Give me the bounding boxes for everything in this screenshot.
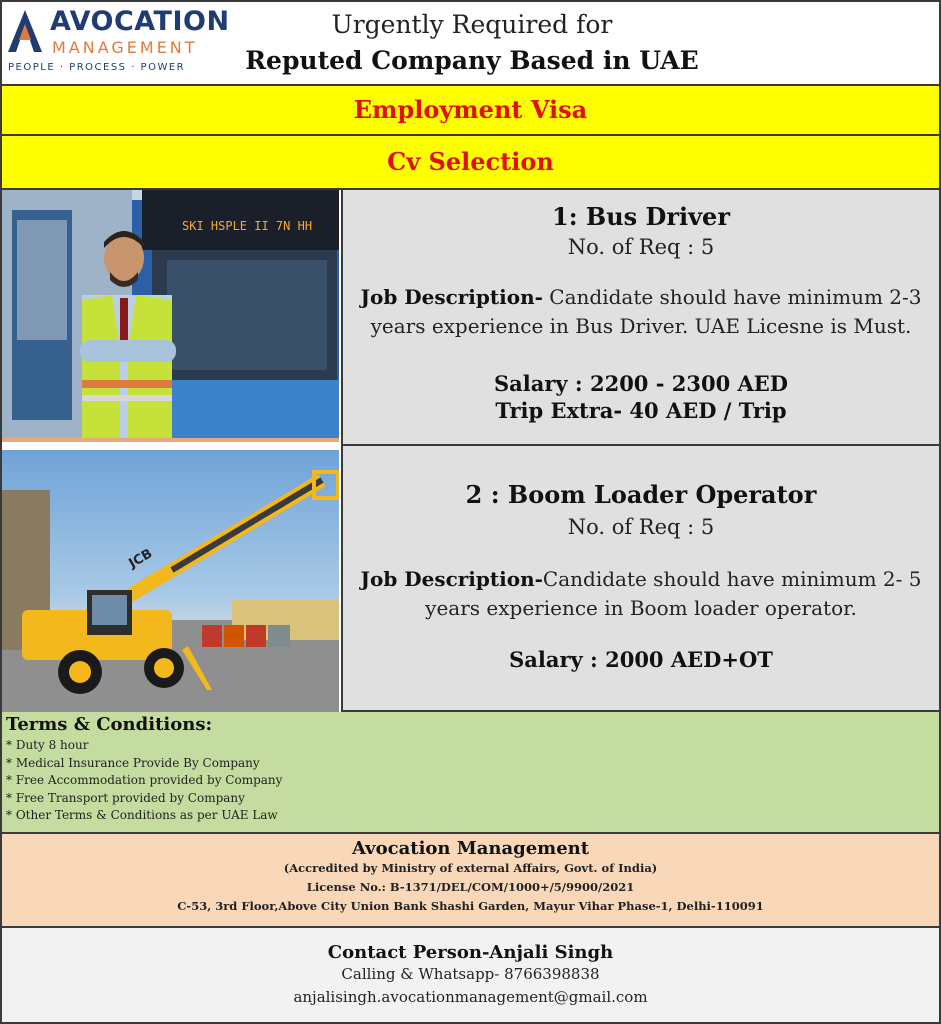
company-logo: [6, 6, 230, 76]
boom-loader-photo: [2, 450, 339, 712]
selection-band: Cv Selection: [2, 136, 939, 190]
bus-driver-photo: [2, 190, 339, 442]
logo-tagline: PEOPLE · PROCESS · POWER: [8, 62, 186, 73]
header: [2, 2, 939, 86]
terms-item: * Other Terms & Conditions as per UAE Law: [6, 807, 935, 825]
terms-item: * Free Accommodation provided by Company: [6, 772, 935, 790]
contact-person: Contact Person-Anjali Singh: [327, 942, 614, 963]
bus-driver-illustration: [2, 190, 339, 442]
job-card-bus-driver: [341, 190, 939, 446]
header-line-1: Urgently Required for: [331, 10, 613, 39]
terms-section: [2, 712, 939, 834]
terms-item: * Free Transport provided by Company: [6, 790, 935, 808]
contact-email: anjalisingh.avocationmanagement@gmail.com: [293, 988, 648, 1006]
job-card-boom-loader-operator: [341, 446, 939, 712]
company-name: Avocation Management: [351, 838, 590, 859]
job-salary: Salary : 2000 AED+OT: [509, 647, 773, 672]
job-title: 2 : Boom Loader Operator: [465, 480, 817, 509]
job-description-text: Candidate should have minimum 2- 5 years experience in Boom loader operator.: [425, 567, 922, 620]
company-info: [2, 834, 939, 928]
job-description-label: Job Description-: [360, 567, 543, 591]
job-requirements: No. of Req : 5: [567, 515, 715, 539]
job-requirements: No. of Req : 5: [567, 235, 715, 259]
job-description: [343, 283, 939, 341]
logo-name: AVOCATION: [50, 6, 230, 37]
terms-item: * Medical Insurance Provide By Company: [6, 755, 935, 773]
visa-band: Employment Visa: [2, 86, 939, 136]
logo-subtitle: MANAGEMENT: [52, 38, 198, 57]
svg-text:JCB: JCB: [126, 546, 156, 572]
contact-phone: Calling & Whatsapp- 8766398838: [341, 965, 600, 983]
header-line-2: Reputed Company Based in UAE: [245, 46, 699, 75]
terms-list: [6, 737, 935, 825]
job-trip-extra: Trip Extra- 40 AED / Trip: [495, 398, 787, 423]
job-salary: Salary : 2200 - 2300 AED: [493, 371, 789, 396]
boom-loader-illustration: [2, 450, 339, 712]
logo-a-mark-icon: [6, 8, 44, 54]
job-description: [343, 565, 939, 623]
job-title: 1: Bus Driver: [552, 202, 730, 231]
svg-text:SKI HSPLE II 7N HH: SKI HSPLE II 7N HH: [182, 219, 313, 233]
terms-item: * Duty 8 hour: [6, 737, 935, 755]
job-description-text: Candidate should have minimum 2-3 years experience in Bus Driver. UAE Licesne is Must.: [370, 285, 922, 338]
company-accreditation: (Accredited by Ministry of external Affairs, Govt. of India): [283, 861, 658, 875]
terms-title: Terms & Conditions:: [6, 714, 213, 735]
contact-section: [2, 928, 939, 1022]
company-address: C-53, 3rd Floor,Above City Union Bank Shashi Garden, Mayur Vihar Phase-1, Delhi-110091: [177, 899, 764, 913]
job-description-label: Job Description-: [360, 285, 543, 309]
company-license: License No.: B-1371/DEL/COM/1000+/5/9900/2021: [306, 880, 635, 894]
